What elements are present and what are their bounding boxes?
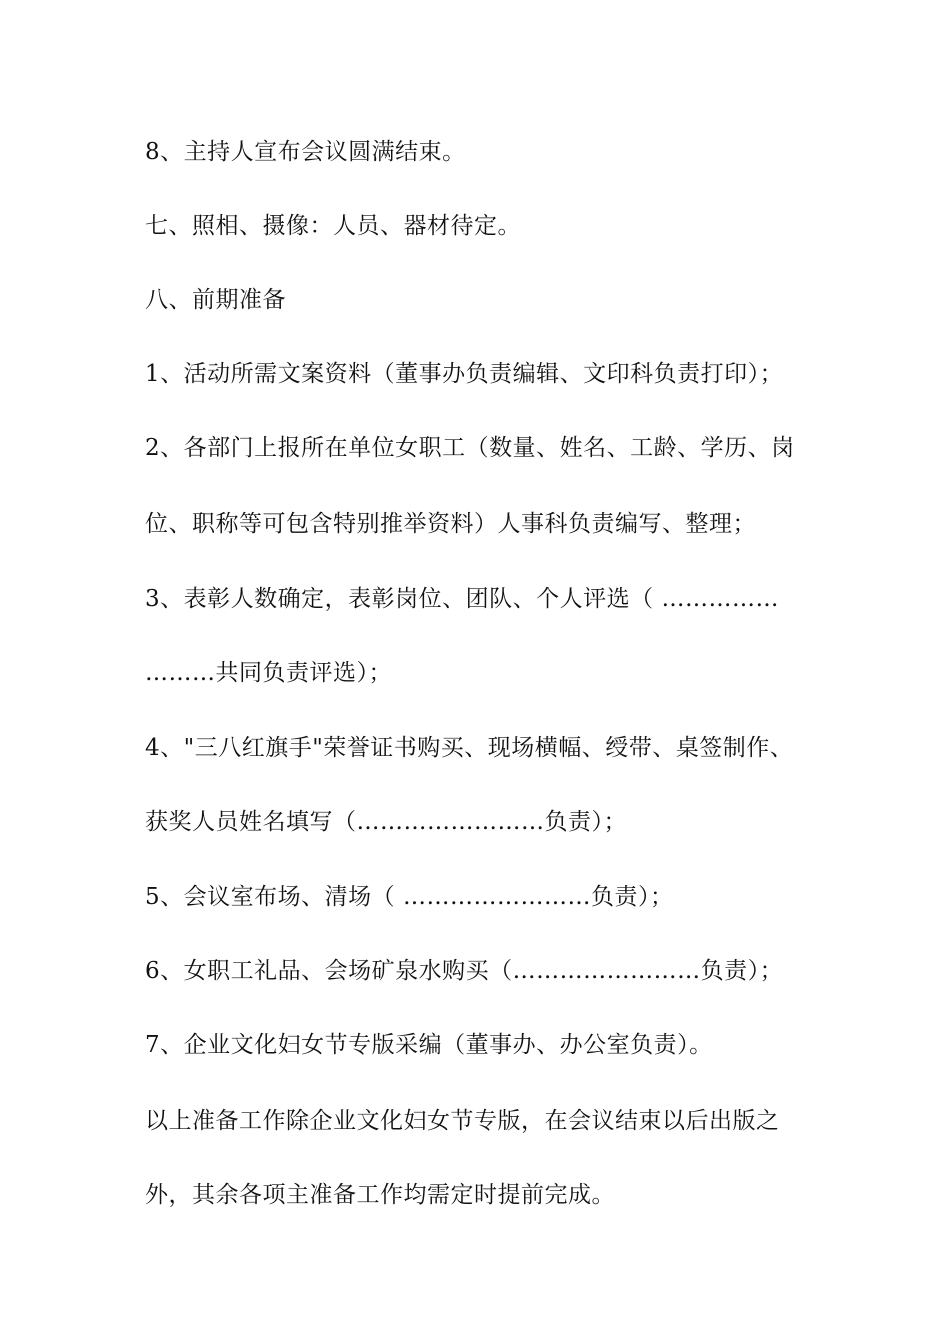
text-line: 外，其余各项主准备工作均需定时提前完成。 — [145, 1182, 615, 1208]
text-line: 位、职称等可包含特别推举资料）人事科负责编写、整理； — [145, 511, 756, 537]
text-line: 3、表彰人数确定，表彰岗位、团队、个人评选（ …………… — [145, 586, 779, 612]
text-line: 2、各部门上报所在单位女职工（数量、姓名、工龄、学历、岗 — [145, 435, 795, 461]
text-line: ………共同负责评选）； — [145, 660, 392, 686]
text-line: 1、活动所需文案资料（董事办负责编辑、文印科负责打印）； — [145, 361, 784, 387]
text-line: 七、照相、摄像：人员、器材待定。 — [145, 213, 521, 239]
text-line: 获奖人员姓名填写（……………………负责）； — [145, 809, 627, 835]
text-line: 5、会议室布场、清场（ ……………………负责）； — [145, 884, 674, 910]
text-line: 4、"三八红旗手"荣誉证书购买、现场横幅、绶带、桌签制作、 — [145, 735, 794, 761]
text-line: 7、企业文化妇女节专版采编（董事办、办公室负责）。 — [145, 1032, 713, 1058]
text-line: 以上准备工作除企业文化妇女节专版，在会议结束以后出版之 — [145, 1108, 780, 1134]
text-line: 八、前期准备 — [145, 287, 286, 313]
text-line: 6、女职工礼品、会场矿泉水购买（……………………负责）； — [145, 958, 784, 984]
text-line: 8、主持人宣布会议圆满结束。 — [145, 139, 466, 165]
